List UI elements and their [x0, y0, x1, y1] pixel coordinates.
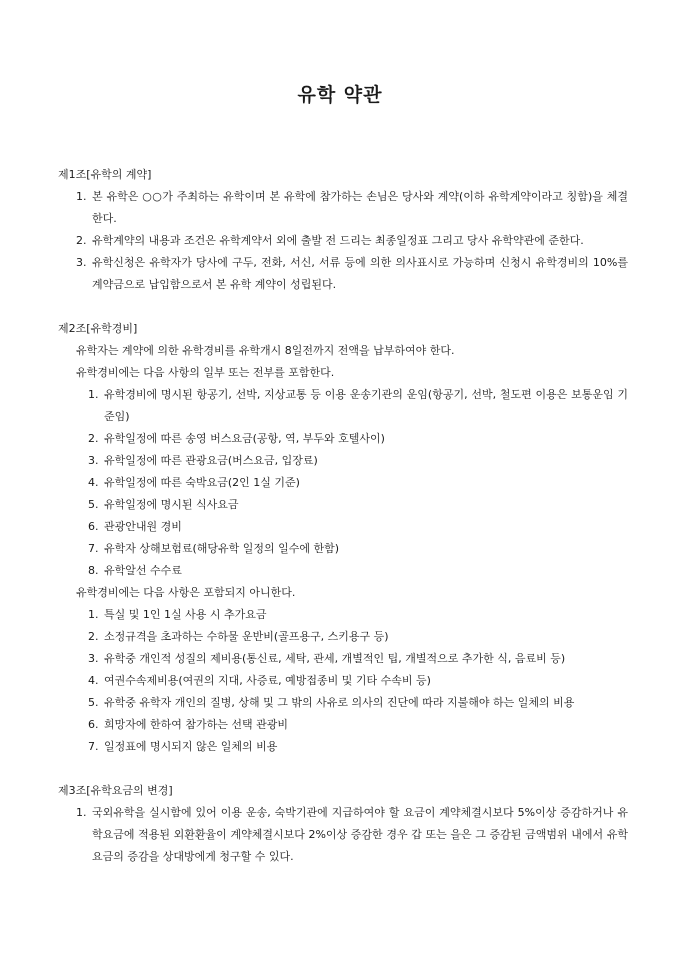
list-item — [62, 516, 628, 538]
item-number: 2. — [88, 630, 99, 643]
list-item — [62, 252, 628, 296]
list-item — [62, 714, 628, 736]
item-number: 1. — [88, 608, 99, 621]
item-number: 7. — [88, 740, 99, 753]
paragraph: 유학경비에는 다음 사항은 포함되지 아니한다. — [76, 586, 296, 599]
item-text: 관광안내원 경비 — [104, 520, 182, 533]
item-number: 6. — [88, 718, 99, 731]
document-title: 유학 약관 — [297, 84, 383, 106]
list-item — [62, 472, 628, 494]
item-number: 4. — [88, 476, 99, 489]
item-text: 본 유학은 ○○가 주최하는 유학이며 본 유학에 참가하는 손님은 당사와 계약(이하 유학계약이라고 칭함)을 체결한다. — [92, 190, 628, 225]
item-number: 2. — [76, 234, 87, 247]
item-text: 희망자에 한하여 참가하는 선택 관광비 — [104, 718, 289, 731]
list-item — [62, 802, 628, 868]
article-1 — [58, 164, 628, 296]
list-item — [62, 384, 628, 428]
item-number: 3. — [88, 454, 99, 467]
item-number: 5. — [88, 498, 99, 511]
list-item — [62, 670, 628, 692]
item-number: 5. — [88, 696, 99, 709]
list-item — [62, 230, 628, 252]
list-item — [62, 560, 628, 582]
list-item — [62, 648, 628, 670]
item-text: 소정규격을 초과하는 수하물 운반비(골프용구, 스키용구 등) — [104, 630, 389, 643]
item-number: 3. — [88, 652, 99, 665]
list-item — [62, 692, 628, 714]
list-item — [62, 538, 628, 560]
item-text: 유학중 유학자 개인의 질병, 상해 및 그 밖의 사유로 의사의 진단에 따라 지불해야 하는 일체의 비용 — [104, 696, 575, 709]
list-item — [62, 428, 628, 450]
article-heading: 제1조[유학의 계약] — [58, 168, 152, 181]
item-text: 특실 및 1인 1실 사용 시 추가요금 — [104, 608, 267, 621]
item-number: 8. — [88, 564, 99, 577]
item-text: 유학중 개인적 성질의 제비용(통신료, 세탁, 관세, 개별적인 팁, 개별적으로 추가한 식, 음료비 등) — [104, 652, 566, 665]
item-number: 2. — [88, 432, 99, 445]
item-text: 유학일정에 명시된 식사요금 — [104, 498, 239, 511]
item-text: 유학일정에 따른 관광요금(버스요금, 입장료) — [104, 454, 318, 467]
article-2 — [58, 318, 628, 758]
list-item — [62, 450, 628, 472]
list-item — [62, 186, 628, 230]
item-text: 유학신청은 유학자가 당사에 구두, 전화, 서신, 서류 등에 의한 의사표시로 가능하며 신청시 유학경비의 10%를 계약금으로 납입함으로서 본 유학 계약이 성립된다. — [92, 256, 628, 291]
item-number: 1. — [88, 388, 99, 401]
item-text: 유학계약의 내용과 조건은 유학계약서 외에 출발 전 드리는 최종일정표 그리고 당사 유학약관에 준한다. — [92, 234, 584, 247]
item-number: 1. — [76, 190, 87, 203]
item-text: 국외유학을 실시함에 있어 이용 운송, 숙박기관에 지급하여야 할 요금이 계약체결시보다 5%이상 증감하거나 유학요금에 적용된 외환환율이 계약체결시보다 2%이상 증감한 경우 갑 또는 을은 그 증감된 금액범위 내에서 유학요금의 증감을 상대방에게 청구할 수 있다. — [92, 806, 628, 863]
item-number: 4. — [88, 674, 99, 687]
article-3 — [58, 780, 628, 868]
list-item — [62, 736, 628, 758]
document-body — [58, 164, 628, 890]
item-text: 일정표에 명시되지 않은 일체의 비용 — [104, 740, 278, 753]
item-text: 유학일정에 따른 숙박요금(2인 1실 기준) — [104, 476, 300, 489]
paragraph: 유학자는 계약에 의한 유학경비를 유학개시 8일전까지 전액을 납부하여야 한다. — [76, 344, 455, 357]
item-text: 유학일정에 따른 송영 버스요금(공항, 역, 부두와 호텔사이) — [104, 432, 385, 445]
item-number: 1. — [76, 806, 87, 819]
list-item — [62, 604, 628, 626]
article-heading: 제2조[유학경비] — [58, 322, 138, 335]
item-text: 여권수속제비용(여권의 지대, 사증료, 예방접종비 및 기타 수속비 등) — [104, 674, 431, 687]
item-text: 유학경비에 명시된 항공기, 선박, 지상교통 등 이용 운송기관의 운임(항공기, 선박, 철도편 이용은 보통운임 기준임) — [104, 388, 628, 423]
item-text: 유학자 상해보험료(해당유학 일정의 일수에 한함) — [104, 542, 340, 555]
list-item — [62, 494, 628, 516]
item-number: 6. — [88, 520, 99, 533]
paragraph: 유학경비에는 다음 사항의 일부 또는 전부를 포함한다. — [76, 366, 335, 379]
item-number: 7. — [88, 542, 99, 555]
list-item — [62, 626, 628, 648]
item-number: 3. — [76, 256, 87, 269]
item-text: 유학알선 수수료 — [104, 564, 182, 577]
article-heading: 제3조[유학요금의 변경] — [58, 784, 173, 797]
